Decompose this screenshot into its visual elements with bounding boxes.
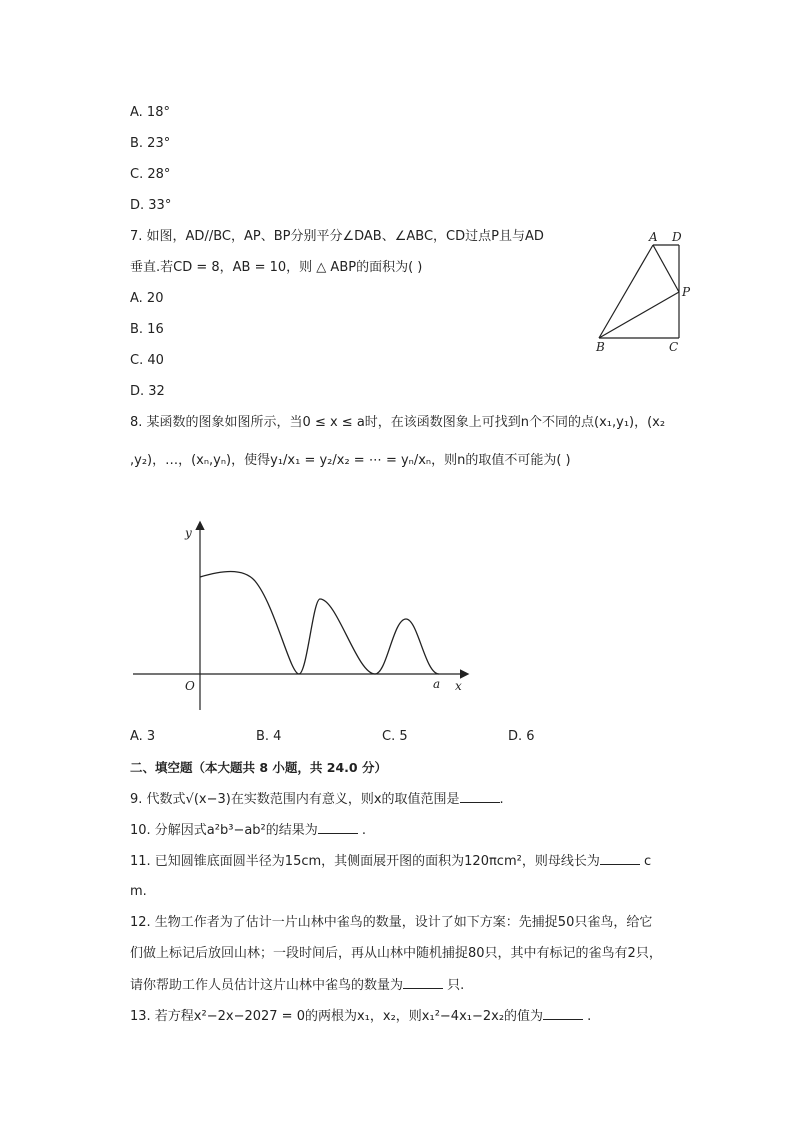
q6-option-c: C. 28°	[130, 167, 171, 182]
q12-answer-blank[interactable]	[403, 976, 443, 989]
point-a-label: a	[433, 677, 441, 691]
function-curve	[200, 572, 439, 675]
q9-end: .	[499, 792, 504, 807]
q11-line1	[130, 852, 651, 871]
q12-end: 只.	[443, 978, 465, 993]
q7-stem-line1: 7. 如图，AD//BC，AP、BP分别平分∠DAB、∠ABC，CD过点P且与AD	[130, 229, 544, 244]
q6-option-a: A. 18°	[130, 105, 170, 120]
q8-option-c: C. 5	[382, 729, 408, 744]
q11-text: 11. 已知圆锥底面圆半径为15cm，其侧面展开图的面积为120πcm²，则母线长为	[130, 854, 600, 869]
section-heading-fill-in: 二、填空题（本大题共 8 小题，共 24.0 分）	[130, 760, 387, 775]
q13-text: 13. 若方程x²−2x−2027 = 0的两根为x₁，x₂，则x₁²−4x₁−2x₂的值为	[130, 1009, 544, 1024]
label-b: B	[596, 340, 605, 354]
q8-option-d: D. 6	[508, 729, 535, 744]
q12-text: 请你帮助工作人员估计这片山林中雀鸟的数量为	[130, 978, 404, 993]
q8-option-a: A. 3	[130, 729, 156, 744]
label-p: P	[682, 285, 691, 299]
q9-text: 9. 代数式√(x−3)在实数范围内有意义，则x的取值范围是	[130, 792, 460, 807]
label-c: C	[669, 340, 679, 354]
q7-option-d: D. 32	[130, 384, 165, 399]
q9-answer-blank[interactable]	[460, 790, 500, 803]
origin-label: O	[185, 679, 195, 693]
q10-end: .	[357, 823, 367, 838]
q7-stem-line2: 垂直.若CD = 8，AB = 10，则 △ ABP的面积为( )	[130, 260, 423, 275]
q8-function-graph	[125, 515, 475, 715]
q7-figure	[590, 225, 700, 355]
q12-line1: 12. 生物工作者为了估计一片山林中雀鸟的数量，设计了如下方案：先捕捉50只雀鸟，给它	[130, 915, 653, 930]
q8-stem-line1: 8. 某函数的图象如图所示，当0 ≤ x ≤ a时，在该函数图象上可找到n个不同的点(x₁,y₁)，(x₂	[130, 415, 666, 430]
label-a: A	[649, 230, 658, 244]
q7-option-c: C. 40	[130, 353, 164, 368]
q9	[130, 790, 504, 809]
axis-label-y: y	[185, 526, 192, 540]
segment-bp	[599, 292, 679, 338]
q11-answer-blank[interactable]	[600, 852, 640, 865]
q7-option-a: A. 20	[130, 291, 164, 306]
q13	[130, 1007, 591, 1026]
segment-ab	[599, 245, 653, 338]
segment-ap	[653, 245, 679, 292]
q8-stem-line2: ,y₂)，…，(xₙ,yₙ)，使得y₁/x₁ = y₂/x₂ = ⋯ = yₙ/xₙ，则n的取值不可能为( )	[130, 453, 571, 468]
q7-option-b: B. 16	[130, 322, 164, 337]
label-d: D	[672, 230, 682, 244]
q8-option-b: B. 4	[256, 729, 282, 744]
q12-line3	[130, 976, 464, 995]
q6-option-b: B. 23°	[130, 136, 171, 151]
q10	[130, 821, 366, 840]
q11-line2: m.	[130, 884, 147, 899]
q13-end: .	[583, 1009, 592, 1024]
q13-answer-blank[interactable]	[543, 1007, 583, 1020]
axis-label-x: x	[455, 679, 462, 693]
q12-line2: 们做上标记后放回山林；一段时间后，再从山林中随机捕捉80只，其中有标记的雀鸟有2只，	[130, 946, 662, 961]
q10-text: 10. 分解因式a²b³−ab²的结果为	[130, 823, 318, 838]
q6-option-d: D. 33°	[130, 198, 172, 213]
q10-answer-blank[interactable]	[318, 821, 358, 834]
q11-unit-start: c	[639, 854, 652, 869]
